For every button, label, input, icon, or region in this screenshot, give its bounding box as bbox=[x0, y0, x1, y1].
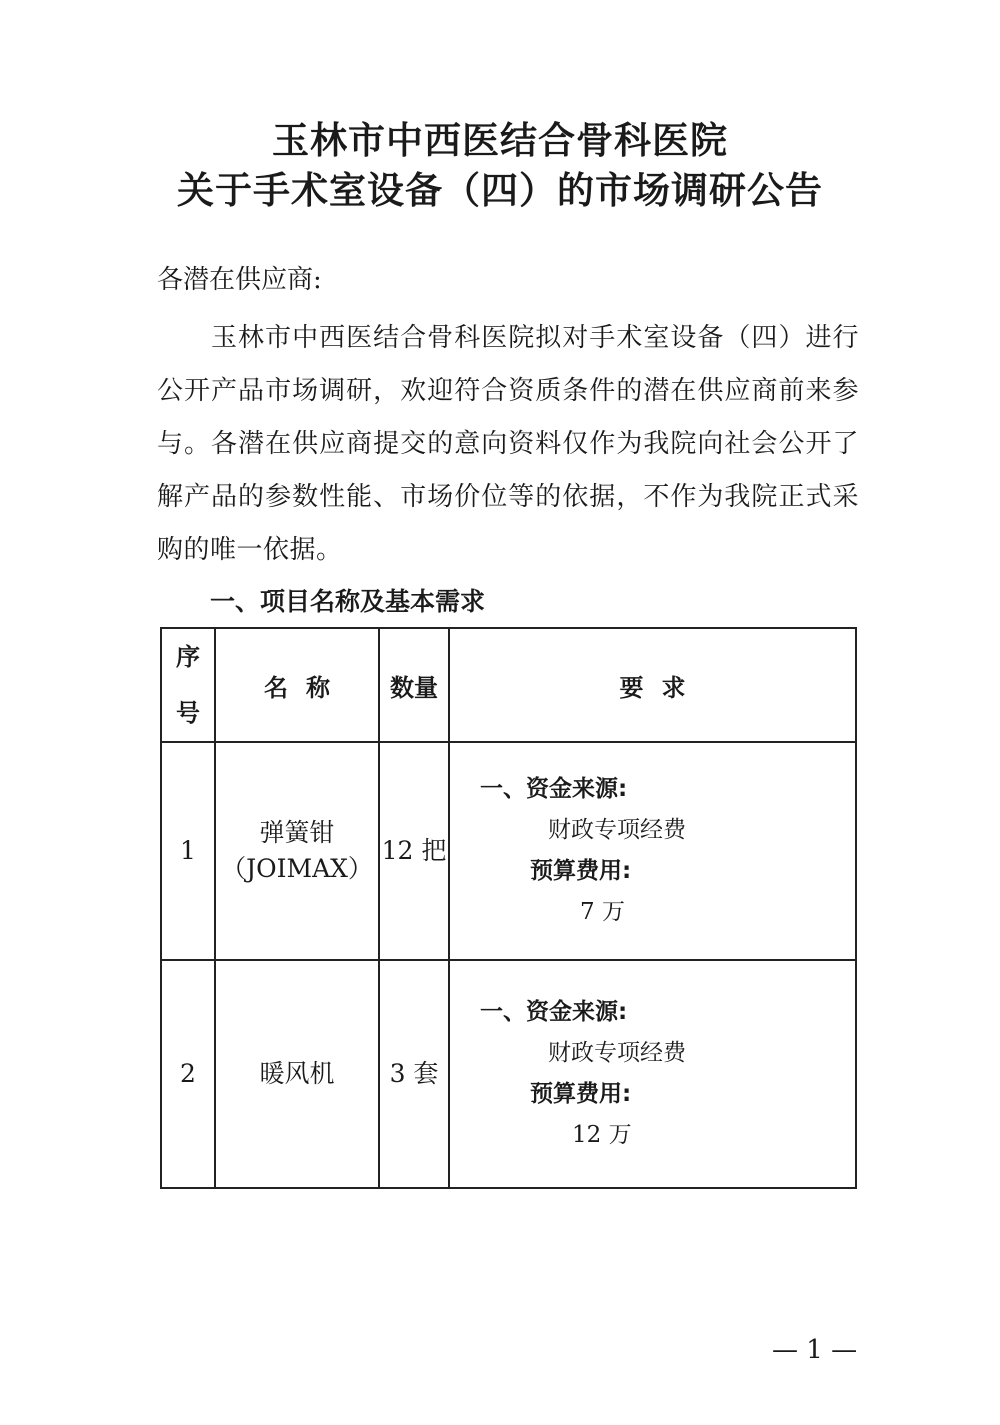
header-requirement: 要求 bbox=[449, 628, 856, 742]
header-name: 名称 bbox=[215, 628, 379, 742]
header-quantity: 数量 bbox=[379, 628, 449, 742]
item-name: 暖风机 bbox=[259, 1059, 335, 1088]
cell-seq: 2 bbox=[161, 960, 215, 1188]
page-number: — 1 — bbox=[772, 1335, 858, 1365]
cell-name bbox=[215, 960, 379, 1188]
table-header-row bbox=[161, 628, 856, 742]
intro-paragraph: 玉林市中西医结合骨科医院拟对手术室设备（四）进行公开产品市场调研，欢迎符合资质条件的潜在供应商前来参与。各潜在供应商提交的意向资料仅作为我院向社会公开了解产品的参数性能、市场价位等的依据，不作为我院正式采购的唯一依据。 bbox=[157, 323, 859, 565]
budget-value: 12 万 bbox=[572, 1122, 632, 1148]
budget-label: 预算费用: bbox=[530, 858, 632, 884]
salutation: 各潜在供应商: bbox=[157, 265, 322, 295]
cell-name bbox=[215, 742, 379, 960]
header-seq bbox=[161, 628, 215, 742]
cell-seq: 1 bbox=[161, 742, 215, 960]
item-name: 弹簧钳 bbox=[259, 818, 335, 847]
budget-label: 预算费用: bbox=[530, 1081, 632, 1107]
budget-value: 7 万 bbox=[580, 899, 625, 925]
item-brand: （JOIMAX） bbox=[221, 854, 373, 883]
table-row bbox=[161, 742, 856, 960]
section-heading: 一、项目名称及基本需求 bbox=[210, 587, 486, 616]
header-seq-line1: 序 bbox=[176, 643, 200, 671]
cell-quantity: 3 套 bbox=[379, 960, 449, 1188]
document-title-line2: 关于手术室设备（四）的市场调研公告 bbox=[177, 169, 823, 212]
funding-value: 财政专项经费 bbox=[548, 1040, 686, 1066]
funding-value: 财政专项经费 bbox=[548, 817, 686, 843]
cell-requirement bbox=[449, 742, 856, 960]
funding-label: 一、资金来源: bbox=[480, 776, 628, 802]
table-row bbox=[161, 960, 856, 1188]
cell-requirement bbox=[449, 960, 856, 1188]
header-seq-line2: 号 bbox=[176, 699, 200, 727]
document-title-line1: 玉林市中西医结合骨科医院 bbox=[272, 119, 728, 162]
funding-label: 一、资金来源: bbox=[480, 999, 628, 1025]
cell-quantity: 12 把 bbox=[379, 742, 449, 960]
requirements-table bbox=[160, 627, 857, 1189]
